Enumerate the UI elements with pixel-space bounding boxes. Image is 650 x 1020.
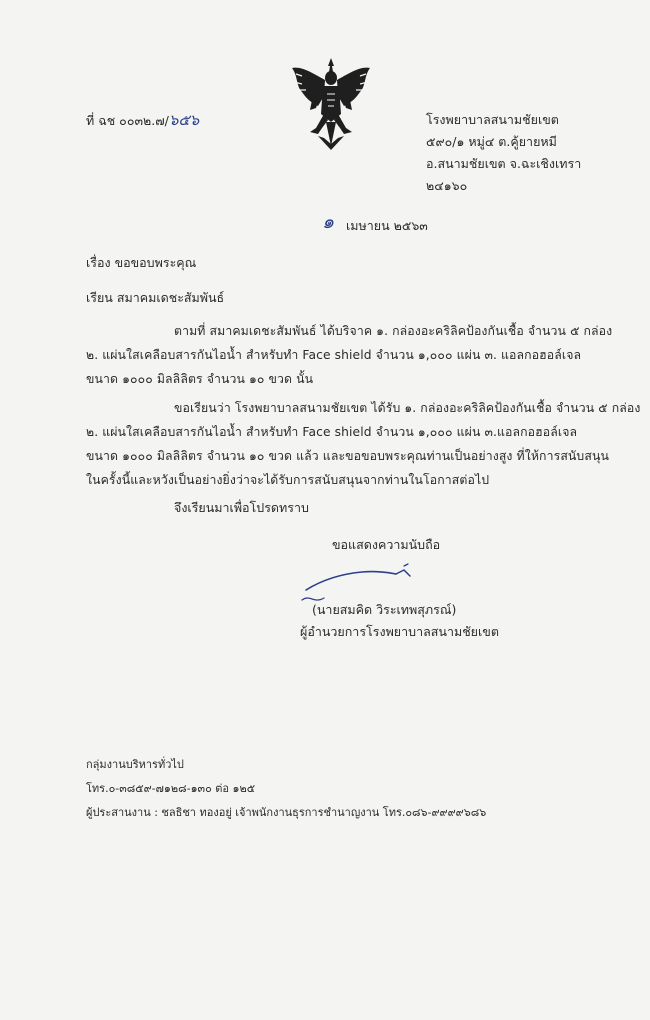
postcode: ๒๔๑๖๐ — [426, 178, 468, 193]
signer-title: ผู้อำนวยการโรงพยาบาลสนามชัยเขต — [300, 624, 499, 639]
address-line-1: ๕๙๐/๑ หมู่๔ ต.คู้ยายหมี — [426, 134, 557, 149]
paragraph-1-line-3: ขนาด ๑๐๐๐ มิลลิลิตร จำนวน ๑๐ ขวด นั้น — [86, 372, 314, 386]
reference-number-text: ที่ ฉช ๐๐๓๒.๗/ — [86, 113, 169, 128]
org-name: โรงพยาบาลสนามชัยเขต — [426, 112, 559, 127]
address-line-2: อ.สนามชัยเขต จ.ฉะเชิงเทรา — [426, 156, 582, 171]
footer-department: กลุ่มงานบริหารทั่วไป — [86, 758, 184, 771]
recipient-line: เรียน สมาคมเดชะสัมพันธ์ — [86, 290, 225, 305]
date-day-handwritten: ๑ — [322, 211, 335, 233]
reference-number — [86, 112, 199, 129]
closing-regards: ขอแสดงความนับถือ — [332, 537, 441, 552]
date-month-year: เมษายน ๒๕๖๓ — [346, 218, 428, 233]
signer-name: (นายสมคิด วิระเทพสุภรณ์) — [312, 602, 457, 617]
reference-handwritten: ๖๕๖ — [168, 111, 200, 129]
footer-phone: โทร.๐-๓๘๕๙-๗๑๒๘-๑๓๐ ต่อ ๑๒๕ — [86, 782, 256, 795]
paragraph-2-line-3: ขนาด ๑๐๐๐ มิลลิลิตร จำนวน ๑๐ ขวด แล้ว และขอขอบพระคุณท่านเป็นอย่างสูง ที่ให้การสนับสนุน — [86, 449, 609, 463]
paragraph-2-line-1: ขอเรียนว่า โรงพยาบาลสนามชัยเขต ได้รับ ๑. กล่องอะคริลิคป้องกันเชื้อ จำนวน ๕ กล่อง — [174, 401, 641, 415]
garuda-emblem-icon — [288, 56, 374, 152]
paragraph-2-line-4: ในครั้งนี้และหวังเป็นอย่างยิ่งว่าจะได้รับการสนับสนุนจากท่านในโอกาสต่อไป — [86, 473, 490, 487]
footer-coordinator: ผู้ประสานงาน : ชลธิชา ทองอยู่ เจ้าพนักงานธุรการชำนาญงาน โทร.๐๘๖-๙๙๙๙๖๘๖ — [86, 806, 487, 819]
closing-request: จึงเรียนมาเพื่อโปรดทราบ — [174, 500, 309, 515]
paragraph-2-line-2: ๒. แผ่นใสเคลือบสารกันไอน้ำ สำหรับทำ Face shield จำนวน ๑,๐๐๐ แผ่น ๓.แอลกอฮอล์เจล — [86, 425, 578, 439]
paragraph-1-line-2: ๒. แผ่นใสเคลือบสารกันไอน้ำ สำหรับทำ Face shield จำนวน ๑,๐๐๐ แผ่น ๓. แอลกอฮอล์เจล — [86, 348, 582, 362]
paragraph-1-line-1: ตามที่ สมาคมเดชะสัมพันธ์ ได้บริจาค ๑. กล่องอะคริลิคป้องกันเชื้อ จำนวน ๕ กล่อง — [174, 324, 613, 338]
subject-line: เรื่อง ขอขอบพระคุณ — [86, 255, 197, 270]
